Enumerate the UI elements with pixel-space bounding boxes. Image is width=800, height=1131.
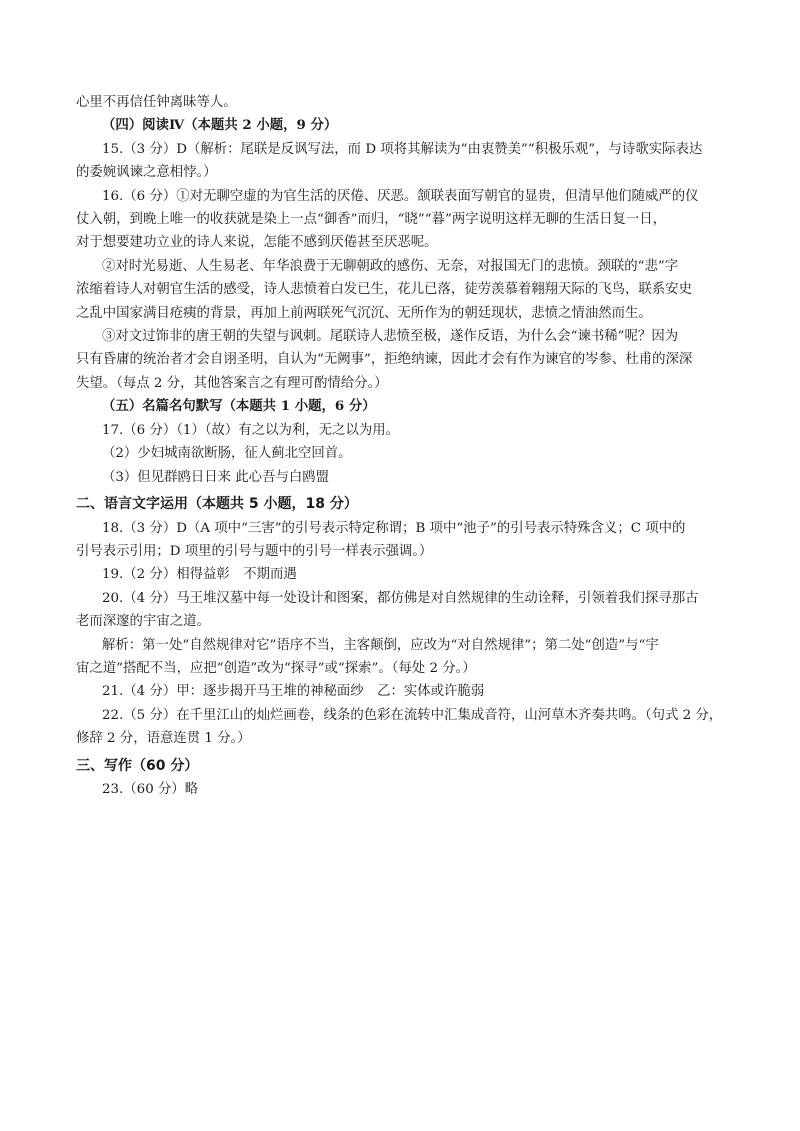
section-heading-recitation: （五）名篇名句默写（本题共 1 小题，6 分）: [102, 398, 376, 415]
answer-17-line-2: （2）少妇城南欲断肠，征人蓟北空回首。: [102, 446, 352, 462]
answer-22-line-2: 修辞 2 分，语意连贯 1 分。）: [76, 731, 251, 747]
continuation-line: 心里不再信任钟离昧等人。: [76, 95, 237, 110]
answer-16-line-4: ②对时光易逝、人生易老、年华浪费于无聊朝政的感伤、无奈，对报国无门的悲愤。颈联的“悲”字: [102, 258, 679, 274]
answer-16-line-6: 之乱中国家满目疮痍的背景，再加上前两联死气沉沉、无所作为的朝廷现状，悲愤之情油然而生。: [76, 305, 652, 321]
answer-20-explanation-2: 宙之道”搭配不当，应把“创造”改为“探寻”或“探索”。（每处 2 分。）: [76, 660, 476, 676]
answer-16-line-7: ③对文过饰非的唐王朝的失望与讽刺。尾联诗人悲愤至极，遂作反语，为什么会“谏书稀”呢？因为: [102, 329, 679, 345]
answer-key-page: [76, 91, 726, 802]
answer-18-line-1: 18.（3 分）D（A 项中“三害”的引号表示特定称谓；B 项中“池子”的引号表示特殊含义；C 项中的: [102, 520, 686, 536]
answer-16-line-9: 失望。（每点 2 分，其他答案言之有理可酌情给分。）: [76, 375, 388, 391]
answer-17-line-3: （3）但见群鸥日日来 此心吾与白鸥盟: [102, 469, 330, 485]
section-heading-writing: 三、写作（60 分）: [76, 757, 199, 774]
answer-15-line-1: 15.（3 分）D（解析：尾联是反讽写法，而 D 项将其解读为“由衷赞美”“积极乐观”，与诗歌实际表达: [102, 141, 703, 157]
answer-22-line-1: 22.（5 分）在千里江山的灿烂画卷，线条的色彩在流转中汇集成音符，山河草木齐奏共鸣。（句式 2 分，: [102, 707, 723, 723]
answer-20-explanation-1: 解析：第一处“自然规律对它”语序不当，主客颠倒，应改为“对自然规律”；第二处“创造”与“宇: [102, 637, 659, 653]
answer-18-line-2: 引号表示引用；D 项里的引号与题中的引号一样表示强调。）: [76, 543, 433, 559]
answer-20-line-1: 20.（4 分）马王堆汉墓中每一处设计和图案，都仿佛是对自然规律的生动诠释，引领着我们探寻那古: [102, 590, 699, 606]
answer-16-line-5: 浓缩着诗人对朝官生活的感受，诗人悲愤着白发已生，花儿已落，徒劳羡慕着翱翔天际的飞鸟，联系安史: [76, 282, 692, 298]
answer-16-line-8: 只有昏庸的统治者才会自诩圣明，自认为“无阙事”，拒绝纳谏，因此才会有作为谏官的岑参、杜甫的深深: [76, 352, 693, 368]
answer-16-line-3: 对于想要建功立业的诗人来说，怎能不感到厌倦甚至厌恶呢。: [76, 235, 438, 251]
answer-16-line-1: 16.（6 分）①对无聊空虚的为官生活的厌倦、厌恶。颔联表面写朝官的显贵，但清早他们随威严的仪: [102, 188, 699, 204]
section-heading-language-use: 二、语言文字运用（本题共 5 小题，18 分）: [76, 495, 358, 512]
answer-23: 23.（60 分）略: [102, 782, 199, 798]
answer-21: 21.（4 分）甲：逐步揭开马王堆的神秘面纱 乙：实体或许脆弱: [102, 684, 485, 700]
answer-19: 19.（2 分）相得益彰 不期而遇: [102, 567, 297, 583]
answer-16-line-2: 仗入朝，到晚上唯一的收获就是染上一点“御香”而归，“晓”“暮”两字说明这样无聊的生活日复一日，: [76, 212, 667, 228]
answer-17-line-1: 17.（6 分）（1）（故）有之以为利，无之以为用。: [102, 422, 400, 438]
answer-15-line-2: 的委婉讽谏之意相悖。）: [76, 165, 217, 181]
section-heading-reading-iv: （四）阅读Ⅳ（本题共 2 小题，9 分）: [102, 117, 338, 134]
answer-20-line-2: 老而深邃的宇宙之道。: [76, 614, 210, 630]
